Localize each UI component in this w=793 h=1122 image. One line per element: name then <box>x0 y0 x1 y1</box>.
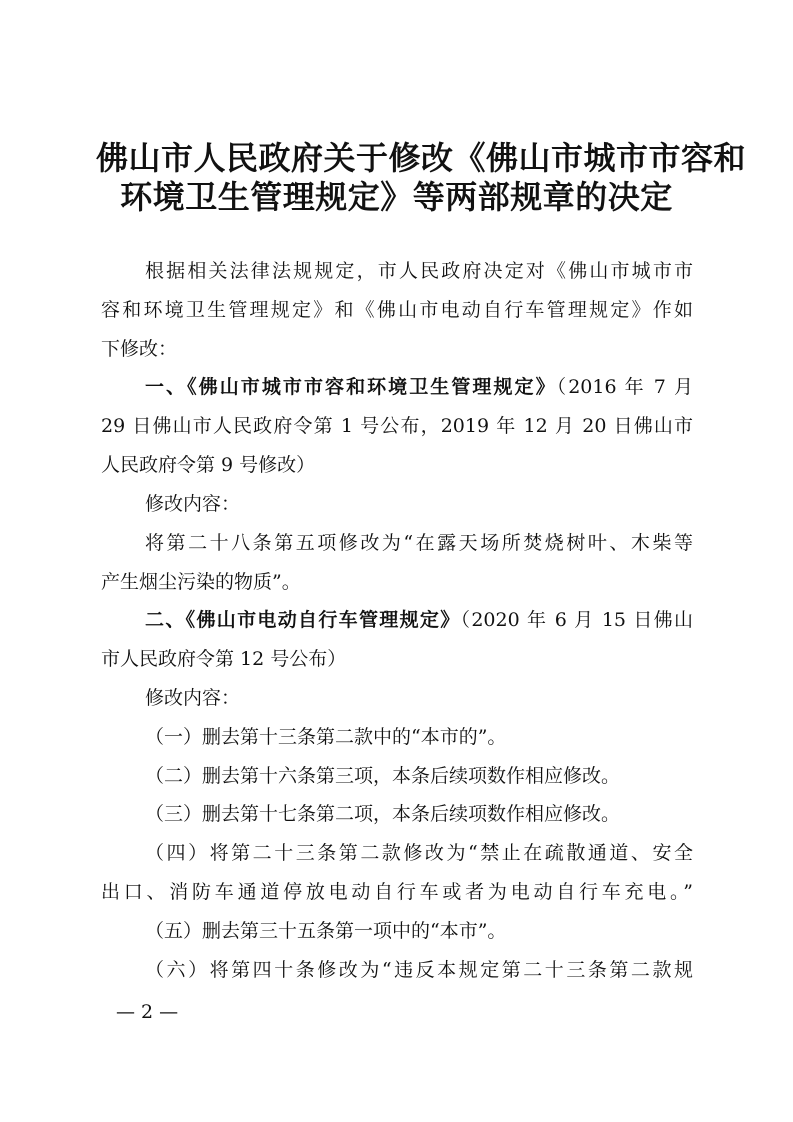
section-1-heading: 一、《佛山市城市市容和环境卫生管理规定》 <box>145 376 557 398</box>
body-line: 产生烟尘污染的物质”。 <box>101 571 301 593</box>
body-line: 出口、消防车通道停放电动自行车或者为电动自行车充电。” <box>101 881 693 903</box>
amendment-item: （四）将第二十三条第二款修改为“禁止在疏散通道、安全 <box>145 842 693 864</box>
section-label: 修改内容： <box>145 687 241 709</box>
section-2-heading: 二、《佛山市电动自行车管理规定》 <box>145 609 461 631</box>
body-line: 下修改： <box>101 338 178 360</box>
amendment-item: （六）将第四十条修改为“违反本规定第二十三条第二款规 <box>145 959 693 981</box>
body-line: 根据相关法律法规规定，市人民政府决定对《佛山市城市市 <box>145 260 693 282</box>
section-label: 修改内容： <box>145 493 241 515</box>
section-2-date: （2020 年 6 月 15 日佛山 <box>460 609 693 631</box>
amendment-item: （一）删去第十三条第二款中的“本市的”。 <box>145 726 507 748</box>
body-line: 29 日佛山市人民政府令第 1 号公布，2019 年 12 月 20 日佛山市 <box>101 415 693 437</box>
section-2-line <box>101 606 693 634</box>
body-line: 容和环境卫生管理规定》和《佛山市电动自行车管理规定》作如 <box>101 299 693 321</box>
section-1-line <box>101 373 693 401</box>
document-title-line-1: 佛山市人民政府关于修改《佛山市城市市容和 <box>96 139 747 177</box>
amendment-item: （二）删去第十六条第三项，本条后续项数作相应修改。 <box>145 765 621 787</box>
body-line: 人民政府令第 9 号修改） <box>101 454 316 476</box>
amendment-item: （三）删去第十七条第二项，本条后续项数作相应修改。 <box>145 803 621 825</box>
amendment-item: （五）删去第三十五条第一项中的“本市”。 <box>145 920 507 942</box>
page-number: — 2 — <box>116 1001 179 1023</box>
section-1-date: （2016 年 7 月 <box>556 376 693 398</box>
body-line: 市人民政府令第 12 号公布） <box>101 648 347 670</box>
body-line: 将第二十八条第五项修改为“在露天场所焚烧树叶、木柴等 <box>145 532 693 554</box>
document-title-line-2: 环境卫生管理规定》等两部规章的决定 <box>120 178 673 216</box>
